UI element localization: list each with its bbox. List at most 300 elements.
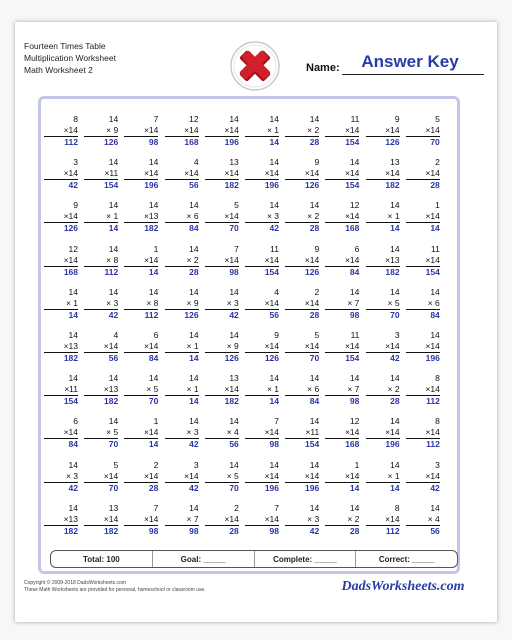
problem-top-number: 7: [234, 243, 239, 254]
problem-top-number: 14: [430, 502, 440, 513]
problem: [84, 330, 118, 364]
title-line-2: Multiplication Worksheet: [24, 53, 116, 63]
problem-multiplier: ×14: [385, 513, 400, 524]
problem-answer: 98: [269, 525, 279, 536]
problem-answer: 126: [305, 180, 320, 191]
problem: [44, 287, 78, 321]
problem-top-number: 1: [435, 200, 440, 211]
problem-answer: 126: [104, 137, 119, 147]
problem-answer: 98: [229, 266, 239, 277]
problem: [366, 503, 400, 537]
problem: [124, 114, 158, 148]
problem: [205, 287, 239, 321]
problem-top-number: 2: [314, 286, 320, 297]
dadsworksheets-logo[interactable]: DadsWorksheets.com: [341, 579, 465, 594]
problem-top-number: 14: [349, 373, 360, 384]
problem-multiplier: × 7: [347, 297, 360, 308]
problem: [44, 330, 78, 364]
problem: [165, 157, 199, 191]
problem-answer: 42: [189, 482, 199, 493]
problem-multiplier: ×14: [304, 168, 320, 179]
problem-multiplier: ×14: [385, 125, 400, 135]
problem-answer: 98: [349, 309, 360, 320]
problem-answer: 182: [63, 353, 78, 363]
problem: [366, 287, 400, 321]
title-line-1: Fourteen Times Table: [24, 41, 106, 51]
problem-answer: 56: [229, 439, 239, 450]
problem-answer: 42: [430, 482, 440, 493]
problem-multiplier: × 5: [146, 384, 159, 395]
problem: [205, 157, 239, 191]
problem: [124, 460, 158, 494]
problem-answer: 112: [385, 525, 400, 536]
problem-multiplier: ×14: [224, 384, 239, 395]
problem-top-number: 5: [314, 330, 320, 340]
problem: [84, 416, 118, 450]
problem-top-number: 12: [349, 200, 360, 211]
problem-top-number: 3: [193, 459, 199, 470]
problem: [205, 373, 239, 407]
problem-multiplier: × 5: [387, 297, 400, 308]
problem-top-number: 14: [349, 157, 360, 168]
problem-multiplier: ×14: [344, 427, 360, 438]
problem-multiplier: × 5: [226, 470, 239, 481]
problem-multiplier: ×14: [264, 297, 279, 308]
problem-answer: 154: [264, 266, 279, 277]
problem-top-number: 5: [435, 114, 440, 124]
problem-top-number: 14: [148, 286, 159, 297]
problem: [205, 244, 239, 278]
copyright-notice: [24, 580, 206, 594]
x-mark-icon: [229, 40, 281, 92]
problem-multiplier: ×14: [304, 341, 320, 351]
problem-multiplier: ×14: [103, 470, 119, 481]
problem-answer: 98: [269, 439, 279, 450]
problem: [366, 373, 400, 407]
problem-answer: 14: [148, 439, 159, 450]
problem: [245, 416, 279, 450]
problem-top-number: 7: [274, 502, 279, 513]
problem: [205, 330, 239, 364]
problem-multiplier: ×14: [425, 211, 440, 222]
problem-answer: 28: [309, 223, 320, 234]
problem: [406, 287, 440, 321]
problem-answer: 28: [148, 482, 159, 493]
problem-multiplier: × 8: [146, 297, 159, 308]
problem-multiplier: × 1: [387, 470, 400, 481]
problem: [245, 460, 279, 494]
problem: [366, 416, 400, 450]
problem-top-number: 5: [113, 459, 119, 470]
problem-multiplier: ×14: [143, 470, 159, 481]
problem-multiplier: × 3: [307, 513, 320, 524]
problem-multiplier: ×14: [224, 168, 239, 179]
problem-multiplier: ×14: [344, 125, 360, 135]
problem-top-number: 7: [274, 416, 279, 427]
problem-multiplier: ×14: [224, 211, 239, 222]
problem: [325, 157, 359, 191]
problem-multiplier: × 3: [226, 297, 239, 308]
problem-top-number: 14: [148, 157, 159, 168]
problem-top-number: 14: [390, 416, 400, 427]
problem-answer: 154: [425, 266, 440, 277]
problem-answer: 182: [224, 396, 239, 407]
problem-answer: 154: [305, 439, 320, 450]
problem-answer: 14: [108, 223, 119, 234]
problem: [124, 503, 158, 537]
problem: [124, 330, 158, 364]
problem: [84, 287, 118, 321]
problem-top-number: 14: [108, 243, 119, 254]
name-underline: [342, 74, 484, 75]
problem-answer: 42: [189, 439, 199, 450]
problem: [44, 200, 78, 234]
problem-top-number: 14: [430, 330, 440, 340]
problem: [366, 157, 400, 191]
problem-multiplier: × 9: [226, 341, 239, 351]
problem-top-number: 14: [108, 416, 119, 427]
problem: [84, 503, 118, 537]
correct-cell: Correct: _____: [378, 554, 435, 564]
problem: [165, 287, 199, 321]
problem-top-number: 14: [269, 373, 279, 384]
problem-multiplier: × 3: [266, 211, 279, 222]
problem-multiplier: ×14: [103, 341, 119, 351]
problem-answer: 196: [224, 137, 239, 147]
problem-answer: 28: [309, 137, 320, 147]
problem: [406, 373, 440, 407]
problem: [325, 287, 359, 321]
problem: [44, 416, 78, 450]
problem-multiplier: ×14: [425, 125, 440, 135]
problem-answer: 182: [385, 266, 400, 277]
problem-multiplier: × 6: [307, 384, 320, 395]
problem-top-number: 14: [309, 459, 320, 470]
problem: [165, 200, 199, 234]
problem-multiplier: × 2: [307, 211, 320, 222]
problem-multiplier: ×14: [425, 470, 440, 481]
problem-multiplier: × 4: [226, 427, 239, 438]
problem: [165, 244, 199, 278]
problem-multiplier: ×13: [63, 513, 78, 524]
problem: [366, 244, 400, 278]
problem-top-number: 14: [269, 114, 279, 124]
problem-multiplier: × 2: [387, 384, 400, 395]
problem-multiplier: ×14: [143, 254, 159, 265]
problem-answer: 14: [269, 396, 279, 407]
problem-answer: 28: [390, 396, 400, 407]
problem-answer: 182: [144, 223, 159, 234]
problem-multiplier: ×14: [344, 168, 360, 179]
problem: [285, 200, 319, 234]
problem-answer: 28: [309, 309, 320, 320]
problem-top-number: 14: [229, 459, 239, 470]
problem-top-number: 14: [390, 459, 400, 470]
problem: [44, 157, 78, 191]
problem-top-number: 14: [68, 373, 78, 384]
problem-multiplier: ×14: [304, 254, 320, 265]
problem-top-number: 14: [189, 330, 199, 340]
problem-multiplier: × 1: [186, 341, 199, 351]
problem-multiplier: ×13: [63, 341, 78, 351]
problem-top-number: 7: [153, 114, 159, 124]
problem-top-number: 2: [435, 157, 440, 168]
problem-top-number: 14: [148, 373, 159, 384]
problem-multiplier: ×14: [425, 254, 440, 265]
problem-answer: 168: [184, 137, 199, 147]
complete-cell: Complete: _____: [255, 551, 357, 567]
problem-top-number: 14: [108, 114, 119, 124]
problem-answer: 126: [184, 309, 199, 320]
goal-cell: Goal: _____: [153, 551, 255, 567]
problem-answer: 126: [305, 266, 320, 277]
problem-answer: 182: [224, 180, 239, 191]
problem-top-number: 14: [430, 286, 440, 297]
problem-top-number: 14: [390, 373, 400, 384]
problem-multiplier: ×14: [344, 211, 360, 222]
problem: [245, 114, 279, 148]
problem-multiplier: ×14: [264, 427, 279, 438]
problem-multiplier: ×14: [143, 125, 159, 135]
problem-top-number: 14: [349, 286, 360, 297]
problem: [406, 460, 440, 494]
problem-top-number: 14: [269, 200, 279, 211]
problem: [165, 373, 199, 407]
problem-answer: 84: [430, 309, 440, 320]
problem-top-number: 13: [108, 502, 119, 513]
problem-answer: 126: [385, 137, 400, 147]
problem: [325, 114, 359, 148]
problem-multiplier: × 1: [387, 211, 400, 222]
problem-answer: 182: [104, 396, 119, 407]
problem-multiplier: ×13: [385, 254, 400, 265]
problem-top-number: 14: [309, 373, 320, 384]
problem: [44, 244, 78, 278]
problem-top-number: 12: [349, 416, 360, 427]
problem-top-number: 7: [153, 502, 159, 513]
problem-answer: 196: [264, 180, 279, 191]
problem: [366, 114, 400, 148]
problem-top-number: 1: [354, 459, 360, 470]
problem-multiplier: ×11: [305, 427, 320, 438]
problem: [124, 157, 158, 191]
problem-answer: 70: [148, 396, 159, 407]
problem-multiplier: ×14: [224, 125, 239, 135]
problem: [325, 460, 359, 494]
problem-top-number: 2: [153, 459, 159, 470]
problem-top-number: 9: [73, 200, 78, 211]
problem-answer: 28: [229, 525, 239, 536]
problem-top-number: 8: [73, 114, 78, 124]
problem: [325, 416, 359, 450]
problem: [325, 373, 359, 407]
problem: [245, 244, 279, 278]
problem-answer: 84: [309, 396, 320, 407]
problem-top-number: 14: [309, 416, 320, 427]
problem: [406, 244, 440, 278]
name-field: [306, 54, 486, 78]
problem: [165, 503, 199, 537]
problem-top-number: 11: [350, 114, 360, 124]
problem-answer: 28: [189, 266, 199, 277]
problem: [245, 157, 279, 191]
problem-multiplier: × 8: [106, 254, 119, 265]
problem: [245, 503, 279, 537]
problem: [165, 330, 199, 364]
problem-answer: 42: [269, 223, 279, 234]
problem: [124, 416, 158, 450]
problem-top-number: 14: [229, 114, 239, 124]
problem-answer: 14: [189, 353, 199, 363]
problem-answer: 70: [309, 353, 320, 363]
problem-multiplier: × 6: [427, 297, 440, 308]
problem-answer: 112: [64, 137, 78, 147]
problem: [84, 157, 118, 191]
problem-answer: 182: [104, 525, 119, 536]
problem: [165, 114, 199, 148]
problem-top-number: 4: [193, 157, 199, 168]
problem-multiplier: × 9: [186, 297, 199, 308]
problem-top-number: 14: [68, 330, 78, 340]
problem-answer: 98: [148, 137, 159, 147]
problem-answer: 42: [309, 525, 320, 536]
problem: [406, 416, 440, 450]
problem-multiplier: ×14: [224, 513, 239, 524]
problem-answer: 14: [390, 482, 400, 493]
problem-answer: 28: [430, 180, 440, 191]
problem-multiplier: ×14: [63, 211, 78, 222]
problem-answer: 168: [63, 266, 78, 277]
problem-top-number: 11: [350, 330, 360, 340]
problem-multiplier: ×14: [63, 125, 78, 135]
problem-top-number: 3: [435, 459, 440, 470]
problem: [124, 373, 158, 407]
problem-top-number: 13: [229, 373, 239, 384]
problem-answer: 154: [63, 396, 78, 407]
problem: [124, 244, 158, 278]
problem-answer: 168: [345, 439, 360, 450]
problem-top-number: 8: [435, 373, 440, 384]
problem-top-number: 14: [68, 286, 78, 297]
problem-top-number: 14: [108, 373, 119, 384]
problem-top-number: 14: [189, 243, 199, 254]
problem-multiplier: × 1: [266, 125, 279, 135]
problem-top-number: 3: [73, 157, 78, 168]
problem-multiplier: ×14: [344, 341, 360, 351]
problem: [44, 114, 78, 148]
problem: [406, 330, 440, 364]
problem-answer: 112: [144, 309, 159, 320]
problem-answer: 154: [345, 353, 360, 363]
problem-answer: 14: [269, 137, 279, 147]
problem-answer: 112: [426, 396, 440, 407]
problem: [84, 200, 118, 234]
problem: [84, 114, 118, 148]
problem: [285, 287, 319, 321]
problem: [245, 287, 279, 321]
problem-multiplier: × 1: [186, 384, 199, 395]
problem: [205, 200, 239, 234]
problem-top-number: 11: [430, 243, 440, 254]
problem: [285, 416, 319, 450]
problem-top-number: 14: [189, 502, 199, 513]
worksheet-title-block: [24, 40, 116, 76]
problem-multiplier: ×14: [143, 341, 159, 351]
problem-top-number: 14: [229, 330, 239, 340]
problem-top-number: 14: [68, 459, 78, 470]
problem-answer: 154: [104, 180, 119, 191]
problem-top-number: 14: [269, 157, 279, 168]
problem-multiplier: ×14: [385, 427, 400, 438]
problem: [366, 330, 400, 364]
problem-top-number: 14: [390, 286, 400, 297]
problem-multiplier: ×14: [184, 125, 199, 135]
problem: [406, 114, 440, 148]
problem-multiplier: × 7: [186, 513, 199, 524]
problem-top-number: 14: [148, 200, 159, 211]
problem-top-number: 6: [354, 243, 360, 254]
problem-answer: 42: [68, 180, 78, 191]
problem-multiplier: × 2: [347, 513, 360, 524]
problem-multiplier: × 2: [307, 125, 320, 135]
problem-multiplier: ×14: [264, 254, 279, 265]
problem-top-number: 8: [394, 502, 400, 513]
problem-answer: 70: [229, 482, 239, 493]
problem: [84, 373, 118, 407]
problem-multiplier: ×14: [63, 254, 78, 265]
problem-top-number: 13: [229, 157, 239, 168]
problem-answer: 56: [430, 525, 440, 536]
problem-answer: 84: [148, 353, 159, 363]
problem: [285, 244, 319, 278]
problem: [165, 416, 199, 450]
problem: [325, 244, 359, 278]
problem-answer: 70: [430, 137, 440, 147]
problem-top-number: 14: [390, 200, 400, 211]
problem: [245, 373, 279, 407]
problem-top-number: 9: [394, 114, 400, 124]
problem-top-number: 9: [274, 330, 279, 340]
problem-answer: 14: [390, 223, 400, 234]
problem: [325, 330, 359, 364]
problem: [325, 200, 359, 234]
problem-top-number: 14: [189, 373, 199, 384]
problem-top-number: 1: [153, 416, 159, 427]
problem-answer: 112: [426, 439, 440, 450]
problem-top-number: 12: [68, 243, 78, 254]
total-cell: Total: 100: [51, 551, 153, 567]
problem-top-number: 5: [234, 200, 239, 211]
problem-top-number: 12: [189, 114, 199, 124]
problem-multiplier: ×14: [264, 513, 279, 524]
problem-multiplier: ×14: [224, 254, 239, 265]
problem: [285, 157, 319, 191]
problem-top-number: 14: [108, 286, 119, 297]
problem: [205, 460, 239, 494]
problem-answer: 196: [264, 482, 279, 493]
problem-top-number: 14: [349, 502, 360, 513]
problem-multiplier: ×14: [425, 341, 440, 351]
problem-top-number: 9: [314, 243, 320, 254]
problem-answer: 42: [390, 353, 400, 363]
problem-multiplier: × 2: [186, 254, 199, 265]
problem-multiplier: ×14: [63, 168, 78, 179]
problem-top-number: 13: [390, 157, 400, 168]
problem: [366, 460, 400, 494]
problem: [406, 503, 440, 537]
problem-top-number: 8: [435, 416, 440, 427]
problem-multiplier: × 5: [106, 427, 119, 438]
